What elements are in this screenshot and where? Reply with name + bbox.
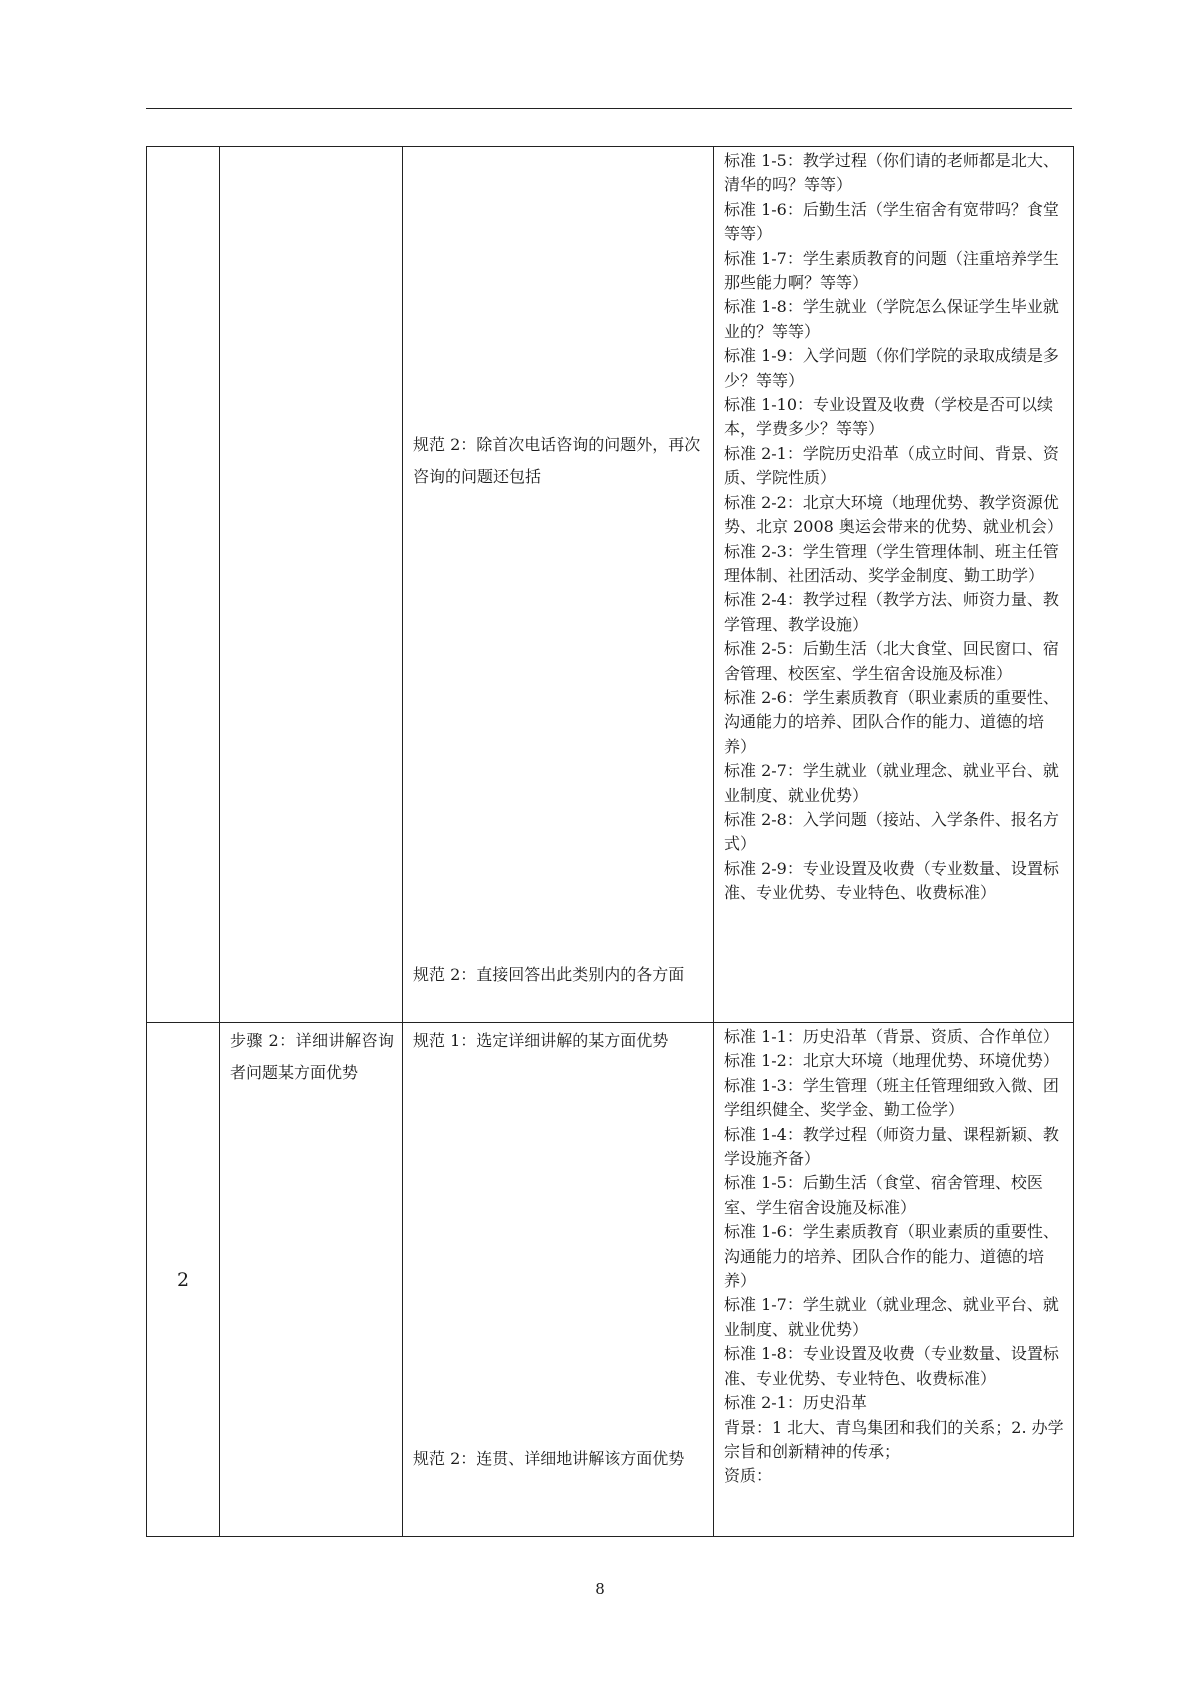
rule-cell	[403, 147, 714, 1023]
header-rule	[146, 108, 1072, 109]
row-number-cell: 2	[147, 1023, 220, 1537]
standard-line: 标准 1-3：学生管理（班主任管理细致入微、团学组织健全、奖学金、勤工俭学）	[724, 1075, 1059, 1120]
standard-line: 标准 2-6：学生素质教育（职业素质的重要性、沟通能力的培养、团队合作的能力、道德的培养）	[724, 687, 1059, 756]
page-number: 8	[595, 1580, 605, 1598]
standard-line: 标准 1-5：教学过程（你们请的老师都是北大、清华的吗？等等）	[724, 151, 1059, 195]
standard-line: 标准 2-3：学生管理（学生管理体制、班主任管理体制、社团活动、奖学金制度、勤工助学）	[724, 541, 1059, 585]
standard-line: 标准 1-2：北京大环境（地理优势、环境优势）	[724, 1051, 1059, 1071]
standard-line: 标准 2-9：专业设置及收费（专业数量、设置标准、专业优势、专业特色、收费标准）	[724, 858, 1059, 903]
standard-line: 标准 1-8：专业设置及收费（专业数量、设置标准、专业优势、专业特色、收费标准）	[724, 1344, 1059, 1388]
rule-text: 规范 2：连贯、详细地讲解该方面优势	[413, 1449, 685, 1468]
standard-line: 标准 2-7：学生就业（就业理念、就业平台、就业制度、就业优势）	[724, 761, 1059, 805]
standards-cell	[714, 1023, 1074, 1537]
standard-line: 标准 1-7：学生素质教育的问题（注重培养学生那些能力啊？等等）	[724, 248, 1059, 293]
standard-line: 标准 1-6：后勤生活（学生宿舍有宽带吗？食堂等等）	[724, 199, 1059, 244]
standard-line: 标准 2-1：学院历史沿革（成立时间、背景、资质、学院性质）	[724, 443, 1059, 488]
standard-line: 标准 2-8：入学问题（接站、入学条件、报名方式）	[724, 809, 1059, 854]
step-cell	[220, 1023, 403, 1537]
table-row	[147, 1023, 1074, 1537]
row-number-cell	[147, 147, 220, 1023]
standards-table	[146, 146, 1074, 1537]
standards-cell	[714, 147, 1074, 1023]
rule-text: 规范 1：选定详细讲解的某方面优势	[413, 1031, 669, 1050]
rule-text: 规范 2：直接回答出此类别内的各方面	[413, 965, 685, 984]
standard-line: 标准 1-1：历史沿革（背景、资质、合作单位）	[724, 1027, 1059, 1046]
standard-line: 标准 1-5：后勤生活（食堂、宿舍管理、校医室、学生宿舍设施及标准）	[724, 1173, 1043, 1217]
step-cell	[220, 147, 403, 1023]
table-row	[147, 147, 1074, 1023]
standard-line: 标准 1-6：学生素质教育（职业素质的重要性、沟通能力的培养、团队合作的能力、道德的培养）	[724, 1222, 1059, 1291]
standard-line: 标准 1-9：入学问题（你们学院的录取成绩是多少？等等）	[724, 346, 1059, 390]
standard-line: 标准 2-1：历史沿革	[724, 1393, 867, 1413]
rule-text: 规范 2：除首次电话咨询的问题外，再次咨询的问题还包括	[413, 435, 701, 486]
standard-line: 标准 1-8：学生就业（学院怎么保证学生毕业就业的？等等）	[724, 297, 1059, 341]
standard-line: 背景：1 北大、青鸟集团和我们的关系；2. 办学宗旨和创新精神的传承；	[724, 1417, 1064, 1461]
standard-line: 标准 1-4：教学过程（师资力量、课程新颖、教学设施齐备）	[724, 1124, 1059, 1169]
standard-line: 标准 2-4：教学过程（教学方法、师资力量、教学管理、教学设施）	[724, 590, 1059, 634]
step-text: 步骤 2：详细讲解咨询者问题某方面优势	[230, 1031, 394, 1082]
standard-line: 标准 2-5：后勤生活（北大食堂、回民窗口、宿舍管理、校医室、学生宿舍设施及标准）	[724, 639, 1059, 683]
standard-line: 标准 1-10：专业设置及收费（学校是否可以续本，学费多少？等等）	[724, 395, 1054, 439]
standard-line: 标准 2-2：北京大环境（地理优势、教学资源优势、北京 2008 奥运会带来的优势、就业机会）	[724, 492, 1063, 537]
rule-cell	[403, 1023, 714, 1537]
standard-line: 标准 1-7：学生就业（就业理念、就业平台、就业制度、就业优势）	[724, 1295, 1059, 1339]
standard-line: 资质：	[724, 1466, 773, 1486]
